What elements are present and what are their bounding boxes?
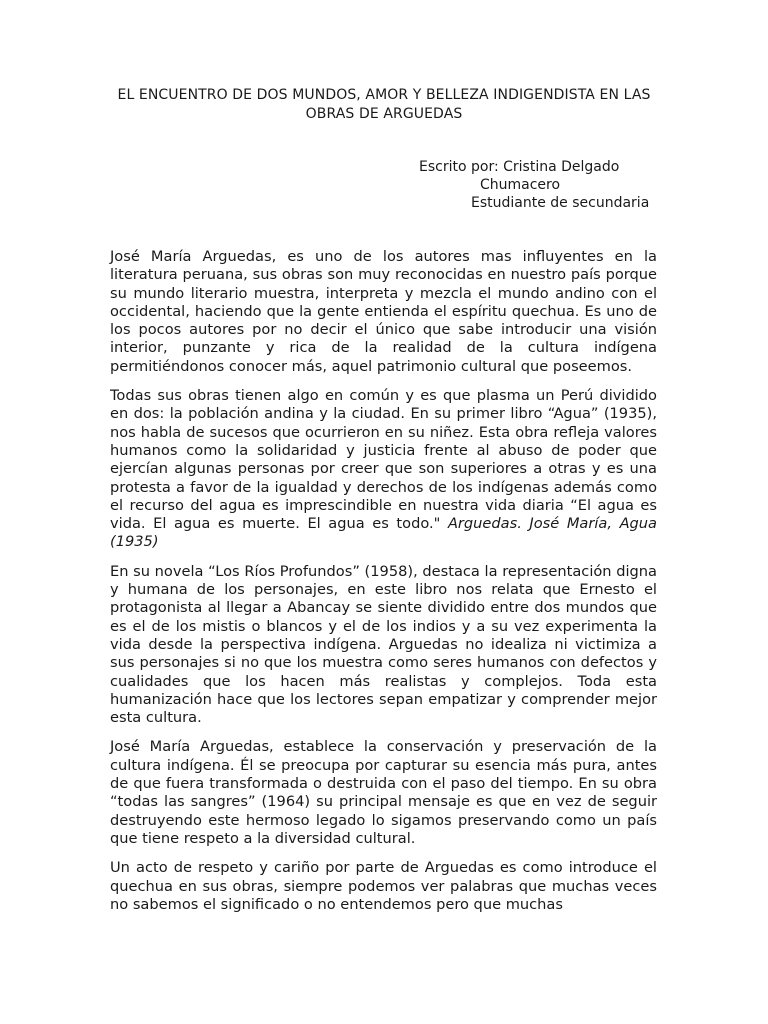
- paragraph-intro: [110, 248, 657, 376]
- paragraph-conservacion: [110, 738, 657, 848]
- paragraph-agua: [110, 387, 657, 552]
- paragraph-rios-text: En su novela “Los Ríos Profundos” (1958), destaca la representación digna y humana de los personajes, en este libro nos relata que Ernesto el protagonista al llegar a Abancay se siente dividido entre dos mundos que es el de los mistis o blancos y el de los indios y a su vez experimenta la vida desde la perspectiva indígena. Arguedas no idealiza ni victimiza a sus personajes si no que los muestra como seres humanos con defectos y cualidades que los hacen más realistas y complejos. Toda esta humanización hace que los lectores sepan empatizar y comprender mejor esta cultura.: [110, 562, 657, 727]
- paragraph-agua-text: Todas sus obras tienen algo en común y es que plasma un Perú dividido en dos: la población andina y la ciudad. En su primer libro “Agua” (1935), nos habla de sucesos que ocurrieron en su niñez. Esta obra refleja valores humanos como la solidaridad y justicia frente al abuso de poder que ejercían algunas personas por creer que son superiores a otras y es una protesta a favor de la igualdad y derechos de los indígenas además como el recurso del agua es imprescindible en nuestra vida diaria “El agua es vida. El agua es muerte. El agua es todo.": [110, 387, 657, 533]
- document-body: [110, 248, 657, 925]
- document-title: EL ENCUENTRO DE DOS MUNDOS, AMOR Y BELLEZA INDIGENDISTA EN LAS OBRAS DE ARGUEDAS: [117, 87, 651, 122]
- author-role-line: Estudiante de secundaria: [471, 195, 650, 211]
- paragraph-conservacion-text: José María Arguedas, establece la conservación y preservación de la cultura indígena. Él se preocupa por capturar su esencia más pura, antes de que fuera transformada o destruida con el paso del tiempo. En su obra “todas las sangres” (1964) su principal mensaje es que en vez de seguir destruyendo este hermoso legado lo sigamos preservando como un país que tiene respeto a la diversidad cultural.: [110, 738, 657, 847]
- paragraph-intro-text: José María Arguedas, es uno de los autores mas influyentes en la literatura peruana, sus obras son muy reconocidas en nuestro país porque su mundo literario muestra, interpreta y mezcla el mundo andino con el occidental, haciendo que la gente entienda el espíritu quechua. Es uno de los pocos autores por no decir el único que sabe introducir una visión interior, punzante y rica de la realidad de la cultura indígena permitiéndonos conocer más, aquel patrimonio cultural que poseemos.: [110, 248, 657, 375]
- agua-citation: Arguedas. José María, Agua (1935): [110, 515, 658, 551]
- paragraph-quechua-text: Un acto de respeto y cariño por parte de Arguedas es como introduce el quechua en sus obras, siempre podemos ver palabras que muchas veces no sabemos el significado o no entendemos pero que muchas: [110, 859, 657, 913]
- paragraph-rios-profundos: [110, 563, 657, 728]
- paragraph-quechua: [110, 859, 657, 914]
- author-line: Escrito por: Cristina Delgado: [419, 159, 620, 175]
- author-surname-line: Chumacero: [480, 177, 561, 193]
